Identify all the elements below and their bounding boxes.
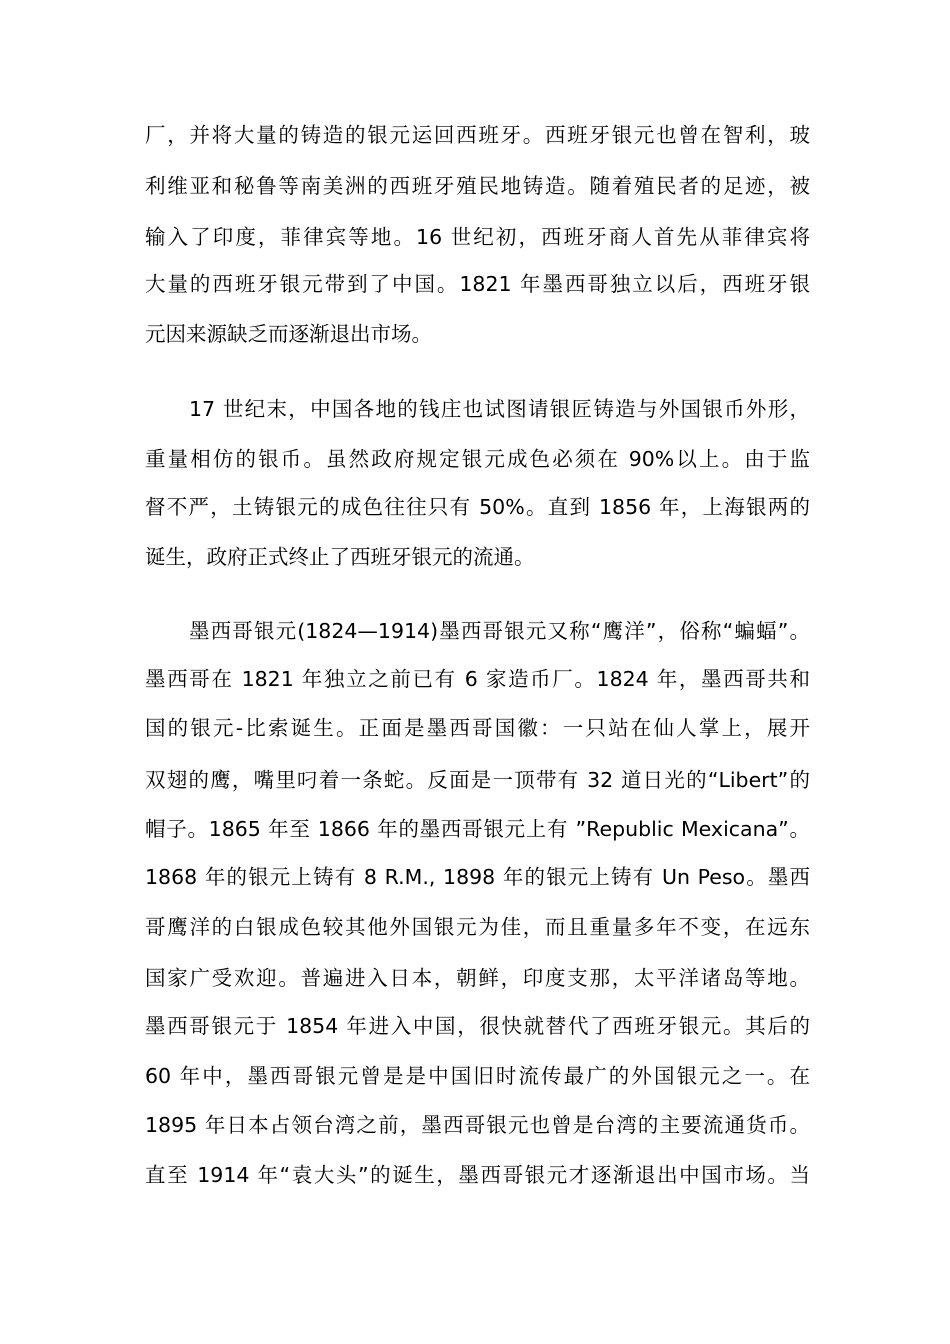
paragraph-3-line-11: 1895 年日本占领台湾之前，墨西哥银元也曾是台湾的主要流通货币。 [145,1113,810,1137]
paragraph-1-line-1: 厂，并将大量的铸造的银元运回西班牙。西班牙银元也曾在智利，玻 [145,123,810,147]
paragraph-3-line-7: 哥鹰洋的白银成色较其他外国银元为佳，而且重量多年不变，在远东 [145,915,810,939]
paragraph-2-line-3: 督不严，土铸银元的成色往往只有 50%。直到 1856 年，上海银两的 [145,495,810,519]
paragraph-3-line-12: 直至 1914 年“袁大头”的诞生，墨西哥银元才逐渐退出中国市场。当 [145,1163,810,1187]
paragraph-3-line-8: 国家广受欢迎。普遍进入日本，朝鲜，印度支那，太平洋诸岛等地。 [145,966,810,990]
paragraph-3-line-9: 墨西哥银元于 1854 年进入中国，很快就替代了西班牙银元。其后的 [145,1014,810,1038]
paragraph-3-line-2: 墨西哥在 1821 年独立之前已有 6 家造币厂。1824 年，墨西哥共和 [145,667,810,691]
paragraph-2-line-1: 17 世纪末，中国各地的钱庄也试图请银匠铸造与外国银币外形， [189,397,810,421]
paragraph-3-line-10: 60 年中，墨西哥银元曾是是中国旧时流传最广的外国银元之一。在 [145,1064,810,1088]
paragraph-3-line-1: 墨西哥银元(1824—1914)墨西哥银元又称“鹰洋”，俗称“蝙蝠”。 [189,619,810,643]
paragraph-1-line-4: 大量的西班牙银元带到了中国。1821 年墨西哥独立以后，西班牙银 [145,272,810,296]
paragraph-1-line-5: 元因来源缺乏而逐渐退出市场。 [145,322,432,346]
paragraph-3-line-6: 1868 年的银元上铸有 8 R.M., 1898 年的银元上铸有 Un Peso。墨西 [145,865,810,889]
paragraph-1-line-2: 利维亚和秘鲁等南美洲的西班牙殖民地铸造。随着殖民者的足迹，被 [145,174,810,198]
paragraph-1-line-3: 输入了印度，菲律宾等地。16 世纪初，西班牙商人首先从菲律宾将 [145,225,810,249]
paragraph-3-line-4: 双翅的鹰，嘴里叼着一条蛇。反面是一顶带有 32 道日光的“Libert”的 [145,768,810,792]
paragraph-3-line-3: 国的银元-比索诞生。正面是墨西哥国徽：一只站在仙人掌上，展开 [145,716,810,740]
paragraph-2-line-4: 诞生，政府正式终止了西班牙银元的流通。 [145,545,535,569]
paragraph-2-line-2: 重量相仿的银币。虽然政府规定银元成色必须在 90%以上。由于监 [145,447,810,471]
paragraph-3-line-5: 帽子。1865 年至 1866 年的墨西哥银元上有 ”Republic Mexicana”。 [145,817,810,841]
